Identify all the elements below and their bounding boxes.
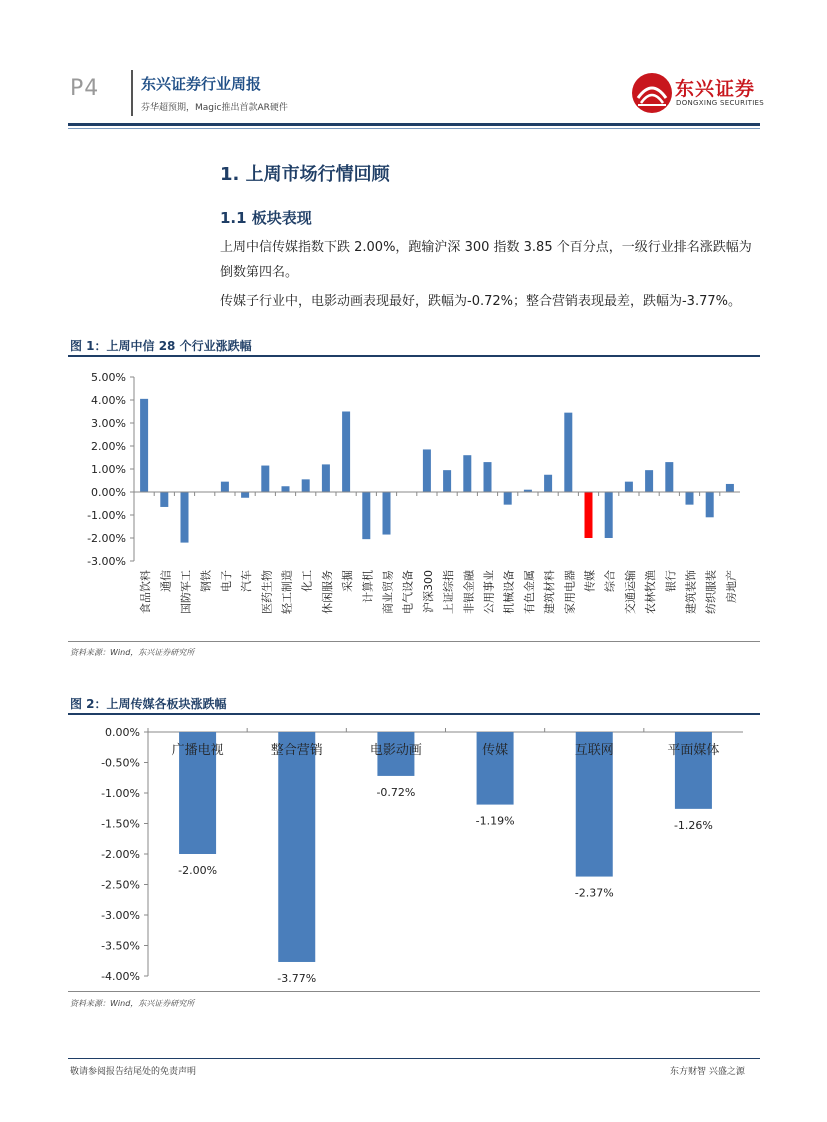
bar-5	[241, 492, 249, 498]
bar-23	[605, 492, 613, 538]
y-tick-label: 0.00%	[105, 726, 140, 739]
footer-slogan: 东方财智 兴盛之源	[670, 1067, 745, 1077]
bar-29	[726, 484, 734, 492]
x-category-label: 传媒	[583, 570, 597, 592]
x-category-label: 上证综指	[442, 570, 456, 614]
x-category-label: 沪深300	[421, 570, 435, 613]
bar-10	[342, 412, 350, 493]
media-subsector-returns-chart	[68, 718, 760, 990]
header-rule-thin	[68, 128, 760, 129]
bar-12	[383, 492, 391, 535]
x-category-label: 建筑材料	[543, 570, 557, 614]
y-tick-label: 1.00%	[91, 463, 126, 476]
bar-17	[484, 462, 492, 492]
y-tick-label: 2.00%	[91, 440, 126, 453]
figure-1-source: 资料来源：Wind，东兴证券研究所	[70, 648, 195, 657]
footer-disclaimer: 敬请参阅报告结尾处的免责声明	[70, 1067, 197, 1077]
x-category-label: 轻工制造	[280, 570, 294, 614]
x-category-label: 医药生物	[260, 570, 274, 614]
x-category-label: 电气设备	[401, 570, 415, 614]
x-category-label: 食品饮料	[139, 570, 153, 614]
x-category-label: 采掘	[341, 570, 355, 592]
bar-20	[544, 475, 552, 492]
bar-9	[322, 464, 330, 492]
data-label: -3.77%	[277, 971, 317, 985]
bar-6	[261, 466, 269, 492]
figure-2-bottom-rule	[68, 991, 760, 992]
x-category-label: 整合营销	[270, 743, 323, 758]
footer-rule	[68, 1058, 760, 1059]
y-tick-label: -1.50%	[101, 817, 140, 831]
bar-26	[665, 462, 673, 492]
bar-11	[362, 492, 370, 539]
y-tick-label: -3.00%	[87, 555, 126, 568]
bar-4	[221, 482, 229, 492]
y-tick-label: -1.00%	[101, 787, 140, 800]
y-tick-label: -2.50%	[101, 878, 140, 892]
y-tick-label: 3.00%	[91, 417, 126, 430]
bar-15	[443, 470, 451, 492]
publication-subtitle: 芬华超预期，Magic推出首款AR硬件	[141, 103, 288, 113]
x-category-label: 综合	[603, 570, 617, 592]
bar-1	[278, 732, 315, 962]
x-category-label: 钢铁	[199, 570, 213, 592]
body-paragraph-1: 上周中信传媒指数下跌 2.00%，跑输沪深 300 指数 3.85 个百分点，一级行业排名涨跌幅为倒数第四名。	[220, 240, 752, 280]
x-category-label: 商业贸易	[381, 570, 395, 614]
data-label: -2.37%	[574, 886, 614, 900]
publication-title: 东兴证券行业周报	[141, 75, 262, 93]
x-category-label: 国防军工	[179, 570, 193, 614]
x-category-label: 电影动画	[369, 743, 422, 758]
x-category-label: 交通运输	[623, 570, 637, 614]
y-tick-label: 0.00%	[91, 486, 126, 499]
x-category-label: 计算机	[361, 570, 375, 603]
figure-2-top-rule	[68, 713, 760, 715]
x-category-label: 机械设备	[502, 570, 516, 614]
data-label: -2.00%	[178, 864, 218, 877]
bar-25	[645, 470, 653, 492]
header-rule	[68, 123, 760, 126]
x-category-label: 家用电器	[563, 570, 577, 614]
x-category-label: 农林牧渔	[644, 570, 658, 614]
bar-7	[282, 486, 290, 492]
section-heading: 1. 上周市场行情回顾	[220, 164, 390, 185]
body-paragraph-2: 传媒子行业中，电影动画表现最好，跌幅为-0.72%；整合营销表现最差，跌幅为-3.77%。	[220, 294, 741, 309]
y-tick-label: -0.50%	[101, 756, 140, 770]
x-category-label: 化工	[300, 570, 314, 592]
bar-22	[585, 492, 593, 538]
data-label: -1.19%	[475, 814, 515, 828]
x-category-label: 电子	[219, 570, 233, 592]
y-tick-label: -3.50%	[101, 939, 140, 953]
bar-2	[181, 492, 189, 543]
y-tick-label: -2.00%	[101, 848, 140, 861]
x-category-label: 公用事业	[482, 570, 496, 614]
bar-18	[504, 492, 512, 505]
header-divider	[131, 70, 133, 116]
bar-24	[625, 482, 633, 492]
bar-1	[160, 492, 168, 507]
figure-2-source: 资料来源：Wind，东兴证券研究所	[70, 999, 195, 1008]
data-label: -0.72%	[376, 785, 416, 799]
y-tick-label: -3.00%	[101, 909, 140, 922]
figure-2-title: 图 2：上周传媒各板块涨跌幅	[70, 697, 227, 711]
bar-16	[463, 455, 471, 492]
industry-returns-chart	[68, 360, 760, 640]
bar-27	[686, 492, 694, 505]
y-tick-label: -2.00%	[87, 532, 126, 545]
x-category-label: 建筑装饰	[684, 570, 698, 614]
x-category-label: 休闲服务	[320, 570, 334, 614]
bar-8	[302, 479, 310, 492]
figure-1-bottom-rule	[68, 641, 760, 642]
y-tick-label: -4.00%	[101, 970, 140, 983]
x-category-label: 传媒	[482, 743, 509, 758]
bar-21	[564, 413, 572, 492]
x-category-label: 通信	[159, 570, 173, 592]
bar-28	[706, 492, 714, 517]
x-category-label: 纺织服装	[704, 570, 718, 614]
x-category-label: 互联网	[574, 743, 614, 758]
y-tick-label: -1.00%	[87, 509, 126, 522]
x-category-label: 非银金融	[462, 570, 476, 614]
x-category-label: 汽车	[240, 570, 254, 592]
x-category-label: 房地产	[724, 570, 738, 603]
y-tick-label: 5.00%	[91, 371, 126, 384]
figure-1-top-rule	[68, 355, 760, 357]
x-category-label: 有色金属	[522, 570, 536, 614]
logo-name: 东兴证券	[675, 78, 756, 100]
y-tick-label: 4.00%	[91, 394, 126, 407]
data-label: -1.26%	[673, 818, 713, 832]
bar-14	[423, 449, 431, 492]
figure-1-title: 图 1：上周中信 28 个行业涨跌幅	[70, 339, 252, 353]
logo-english-name: DONGXING SECURITIES	[676, 99, 765, 107]
x-category-label: 广播电视	[171, 743, 224, 758]
x-category-label: 银行	[664, 570, 678, 592]
bar-0	[140, 399, 148, 492]
x-category-label: 平面媒体	[667, 743, 720, 758]
subsection-heading: 1.1 板块表现	[220, 209, 312, 227]
page-number: P4	[70, 76, 100, 101]
